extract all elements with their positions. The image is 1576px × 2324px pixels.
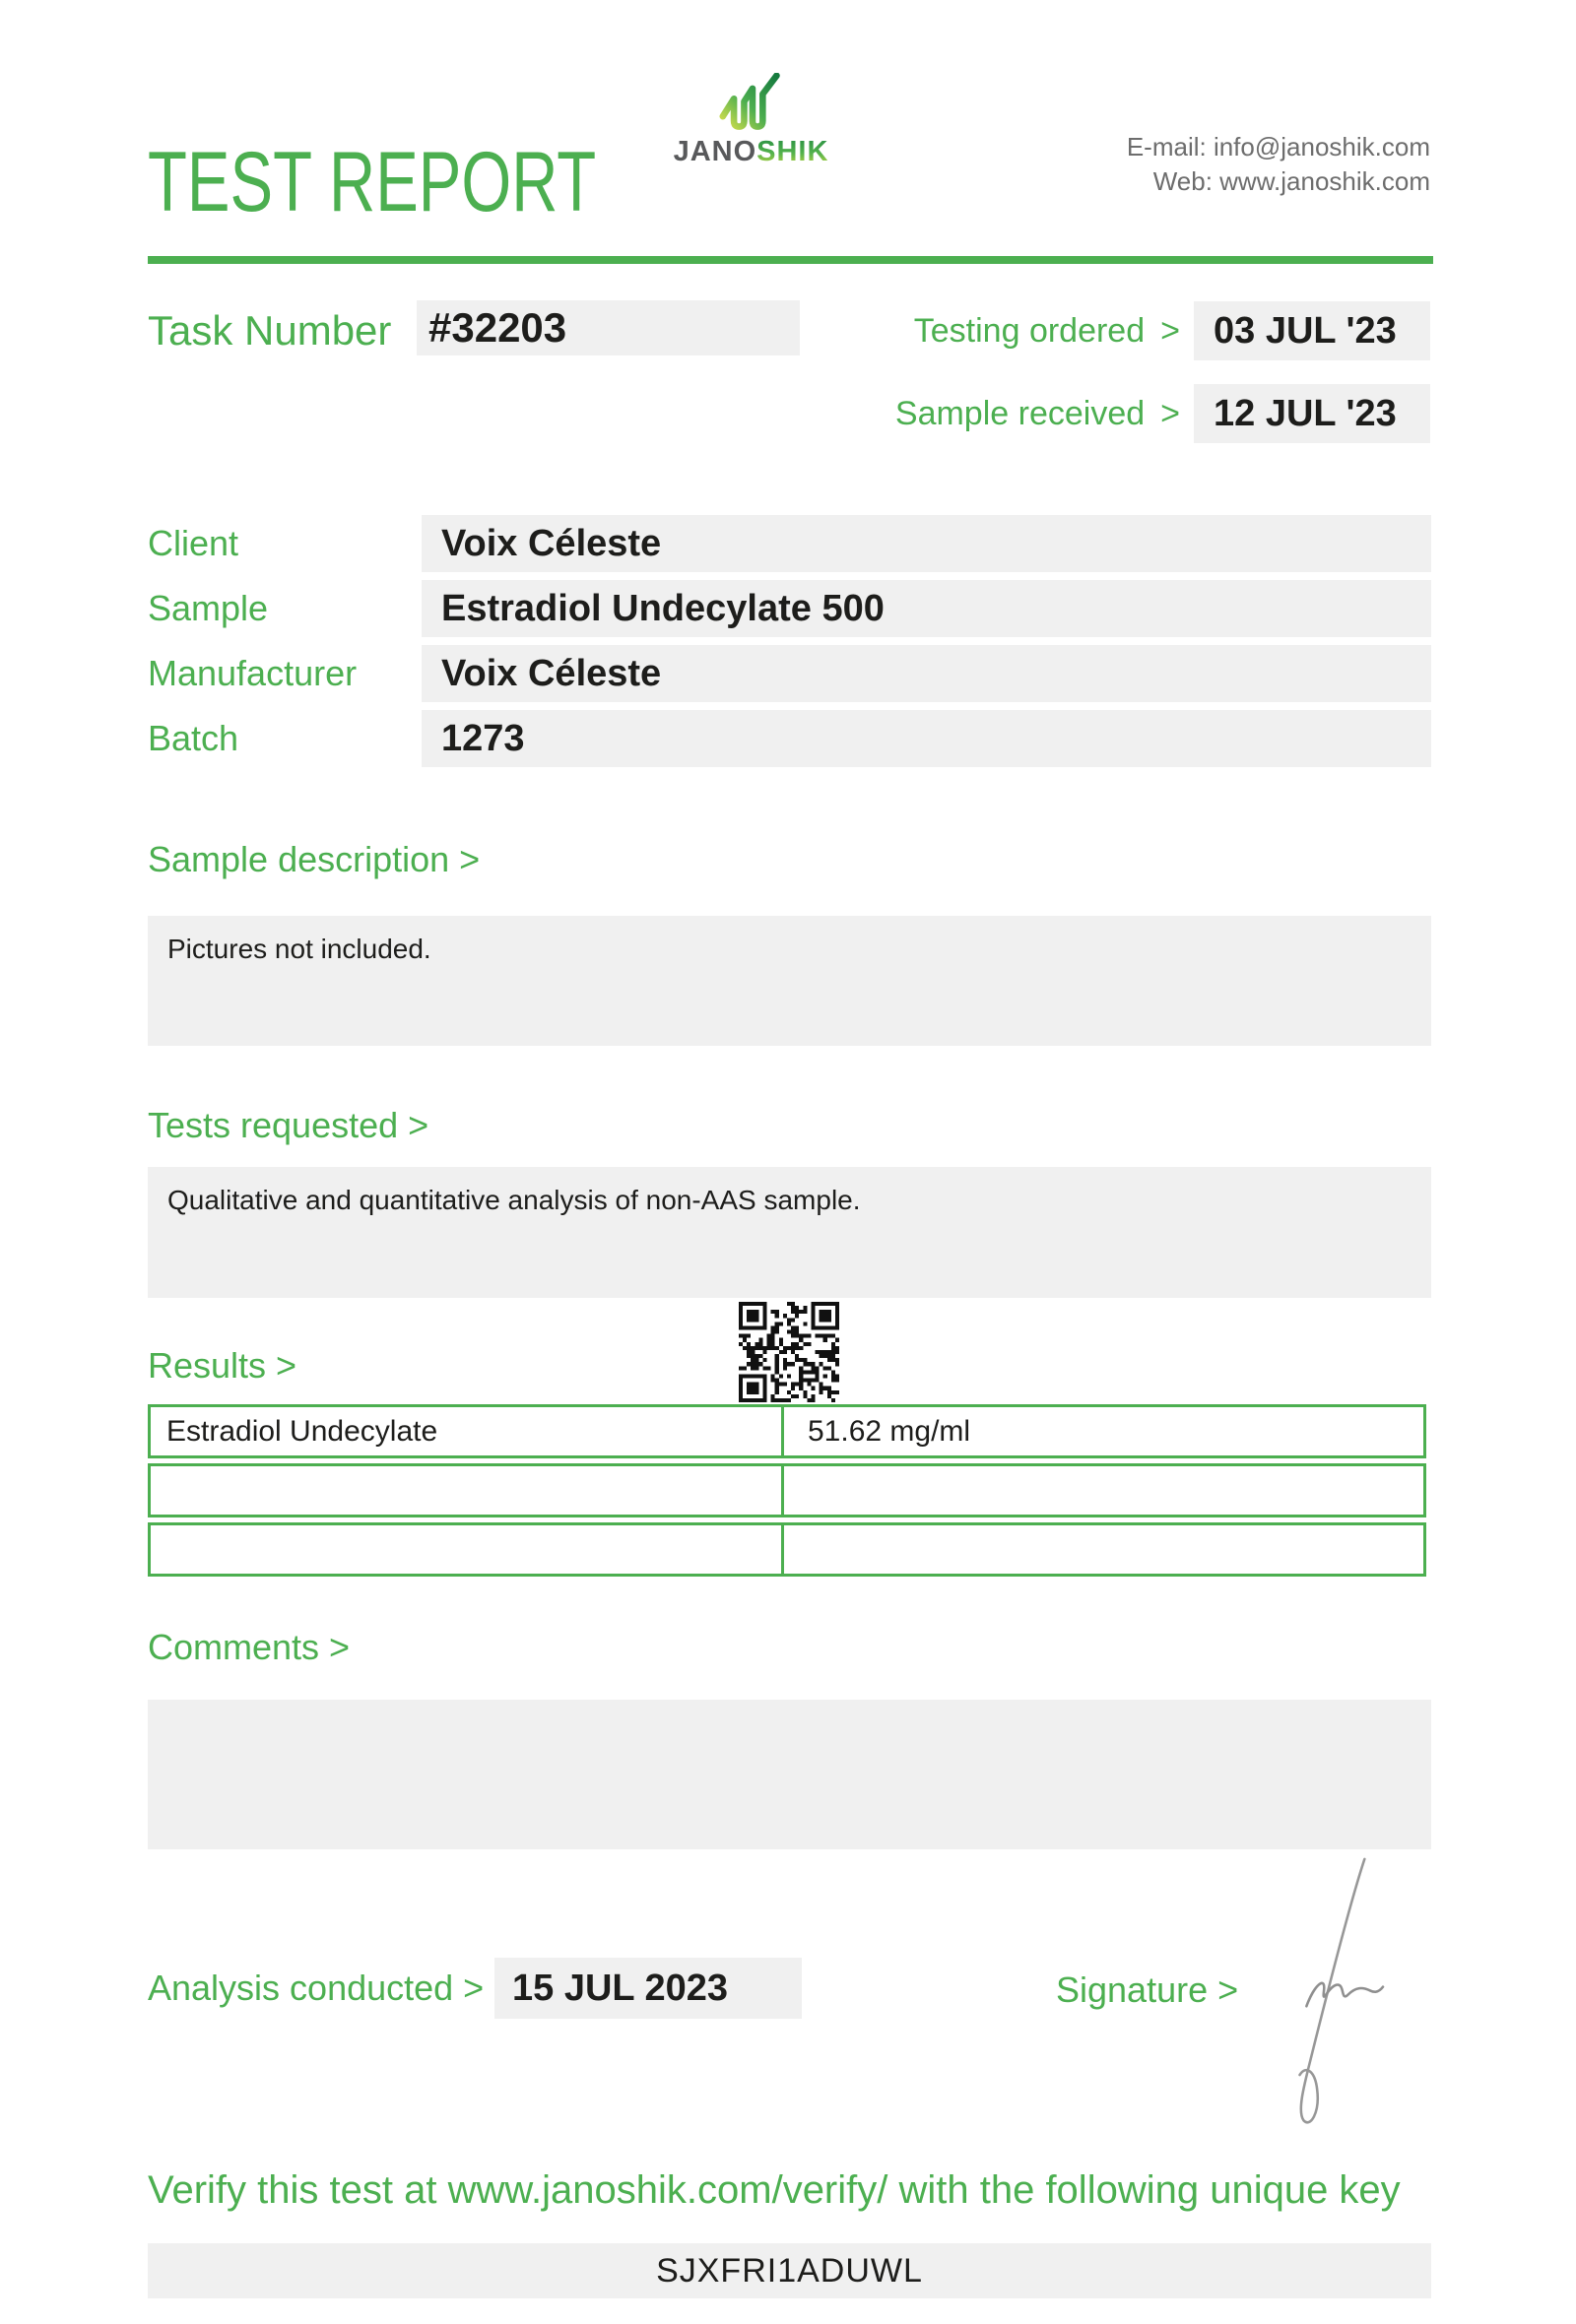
arrow-glyph: > xyxy=(1160,394,1180,432)
testing-ordered-value: 03 JUL '23 xyxy=(1194,301,1430,360)
arrow-glyph: > xyxy=(1160,311,1180,350)
qr-code xyxy=(739,1302,839,1402)
comments-box xyxy=(148,1700,1431,1849)
results-table-row xyxy=(148,1463,1426,1517)
analysis-conducted-label: Analysis conducted > xyxy=(148,1968,485,2008)
client-label: Client xyxy=(148,523,239,563)
contact-email: E-mail: info@janoshik.com xyxy=(1126,132,1430,161)
testing-ordered-row xyxy=(867,301,1430,360)
testing-ordered-label: Testing ordered xyxy=(913,311,1146,350)
results-table-row xyxy=(148,1404,1426,1458)
result-analyte-cell: Estradiol Undecylate xyxy=(151,1407,784,1455)
analysis-conducted-value: 15 JUL 2023 xyxy=(494,1958,802,2019)
sample-description-box: Pictures not included. xyxy=(148,916,1431,1046)
result-analyte-cell xyxy=(151,1525,784,1574)
comments-heading: Comments > xyxy=(148,1627,351,1667)
tests-requested-heading: Tests requested > xyxy=(148,1105,429,1145)
sample-received-label: Sample received xyxy=(894,394,1146,432)
results-heading: Results > xyxy=(148,1345,297,1386)
analysis-conducted-row xyxy=(148,1958,802,2019)
result-value-cell xyxy=(784,1525,1423,1574)
batch-row xyxy=(148,710,1431,767)
result-value-cell: 51.62 mg/ml xyxy=(808,1414,971,1448)
janoshik-logo xyxy=(650,73,852,168)
sample-label: Sample xyxy=(148,588,269,628)
sample-received-value: 12 JUL '23 xyxy=(1194,384,1430,443)
logo-wordmark xyxy=(650,136,852,168)
page-title: TEST REPORT xyxy=(148,135,597,229)
contact-web: Web: www.janoshik.com xyxy=(1152,166,1430,196)
manufacturer-label: Manufacturer xyxy=(148,653,358,693)
batch-value: 1273 xyxy=(422,710,1431,767)
logo-text-shik: SHIK xyxy=(756,136,829,167)
verify-instruction: Verify this test at www.janoshik.com/verify/ with the following unique key xyxy=(148,2168,1401,2212)
signature-label: Signature > xyxy=(1056,1969,1239,2010)
client-row xyxy=(148,515,1431,572)
sample-description-heading: Sample description > xyxy=(148,839,481,879)
signature-scribble xyxy=(1269,1853,1387,2134)
contact-block xyxy=(1127,130,1430,199)
task-number-value: #32203 xyxy=(417,300,800,355)
results-table-row xyxy=(148,1522,1426,1577)
header-divider xyxy=(148,256,1433,264)
result-analyte-cell xyxy=(151,1466,784,1515)
batch-label: Batch xyxy=(148,718,239,758)
task-number-label: Task Number xyxy=(148,307,392,354)
manufacturer-row xyxy=(148,645,1431,702)
chart-growth-icon xyxy=(719,73,784,134)
verify-key: SJXFRI1ADUWL xyxy=(148,2243,1431,2298)
sample-row xyxy=(148,580,1431,637)
result-value-cell xyxy=(784,1466,1423,1515)
sample-received-row xyxy=(867,384,1430,443)
client-value: Voix Céleste xyxy=(422,515,1431,572)
sample-value: Estradiol Undecylate 500 xyxy=(422,580,1431,637)
logo-text-jano: JANO xyxy=(673,136,757,167)
tests-requested-box: Qualitative and quantitative analysis of non-AAS sample. xyxy=(148,1167,1431,1298)
manufacturer-value: Voix Céleste xyxy=(422,645,1431,702)
